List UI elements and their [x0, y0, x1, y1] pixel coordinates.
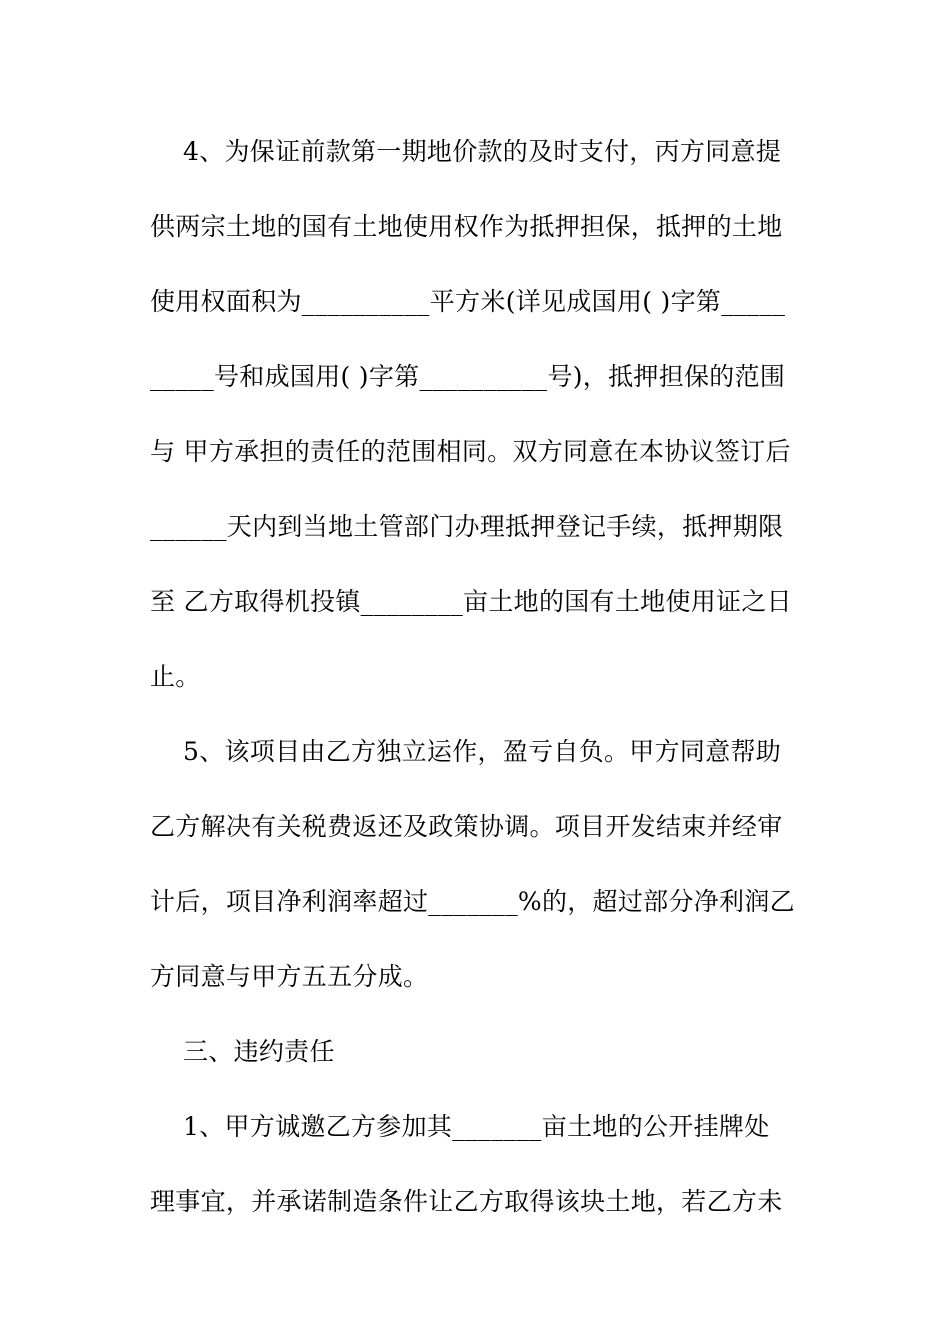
paragraph-4-line-2: 供两宗土地的国有土地使用权作为抵押担保，抵押的土地	[150, 212, 783, 241]
paragraph-4-line-6: ______天内到当地土管部门办理抵押登记手续，抵押期限	[150, 512, 784, 541]
paragraph-4-line-4: _____号和成国用( )字第__________号)，抵押担保的范围	[150, 362, 786, 391]
paragraph-5-line-4: 方同意与甲方五五分成。	[150, 962, 429, 991]
paragraph-4-line-3: 使用权面积为__________平方米(详见成国用( )字第_____	[150, 287, 786, 316]
paragraph-5-line-1: 5、该项目由乙方独立运作，盈亏自负。甲方同意帮助	[150, 737, 782, 766]
breach-paragraph-1-line-1: 1、甲方诚邀乙方参加其_______亩土地的公开挂牌处	[150, 1112, 770, 1141]
paragraph-4-line-1: 4、为保证前款第一期地价款的及时支付，丙方同意提	[150, 137, 782, 166]
paragraph-5-line-3: 计后，项目净利润率超过_______%的，超过部分净利润乙	[150, 887, 795, 916]
paragraph-4-line-8: 止。	[150, 662, 201, 691]
paragraph-5-line-2: 乙方解决有关税费返还及政策协调。项目开发结束并经审	[150, 812, 783, 841]
paragraph-4-line-7: 至 乙方取得机投镇________亩土地的国有土地使用证之日	[150, 587, 792, 616]
section-heading-breach: 三、违约责任	[150, 1037, 335, 1066]
paragraph-4-line-5: 与 甲方承担的责任的范围相同。双方同意在本协议签订后	[150, 437, 791, 466]
breach-paragraph-1-line-2: 理事宜，并承诺制造条件让乙方取得该块土地，若乙方未	[150, 1187, 783, 1216]
